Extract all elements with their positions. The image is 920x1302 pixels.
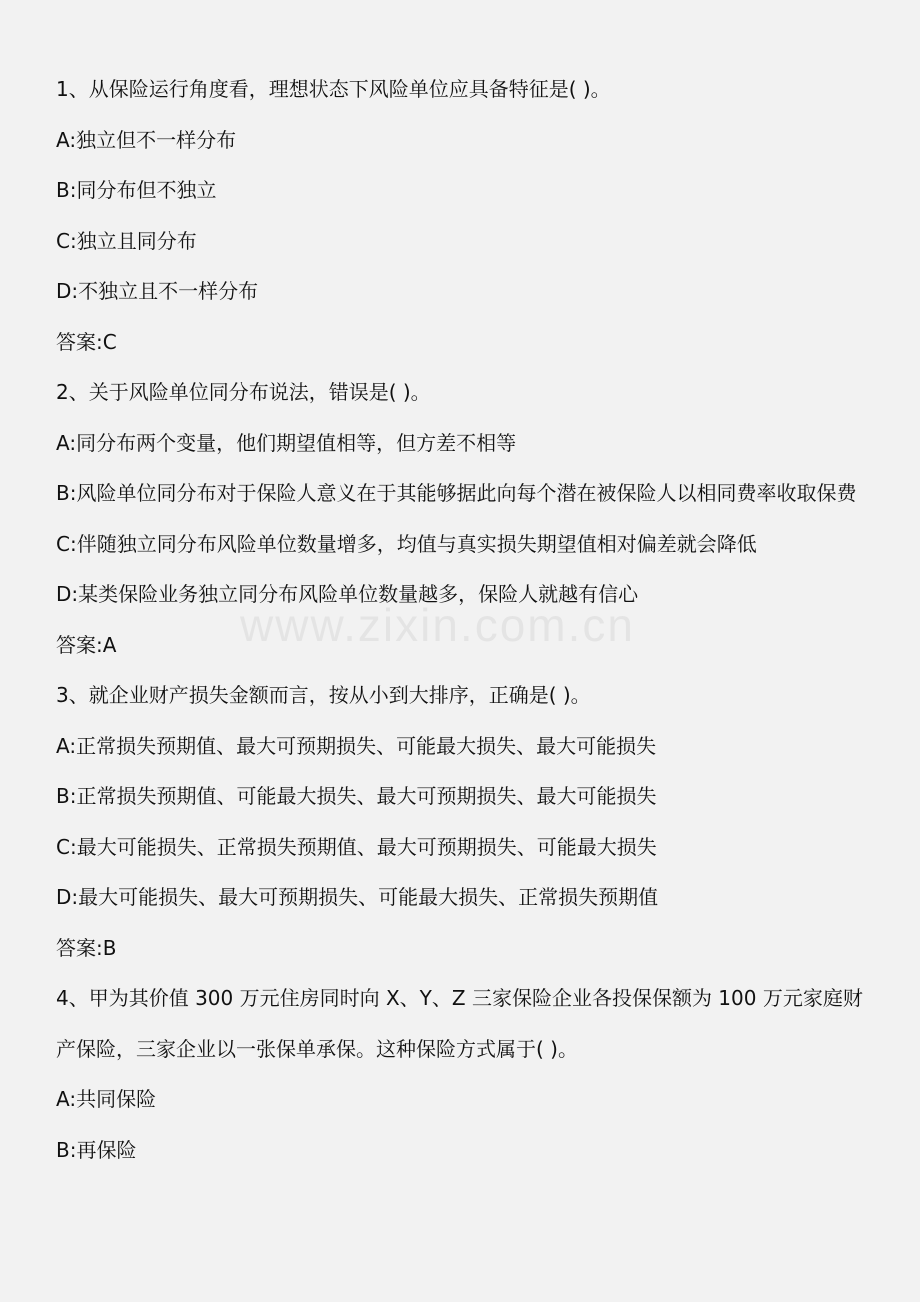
- option-d: D:某类保险业务独立同分布风险单位数量越多，保险人就越有信心: [56, 582, 639, 606]
- question-2: [56, 367, 868, 670]
- option-b: B:风险单位同分布对于保险人意义在于其能够据此向每个潜在被保险人以相同费率收取保费: [56, 481, 857, 505]
- answer: 答案:B: [56, 935, 117, 960]
- watermark: www.zixin.com.cn: [240, 599, 635, 651]
- option-d: D:最大可能损失、最大可预期损失、可能最大损失、正常损失预期值: [56, 885, 659, 909]
- option-a: A:同分布两个变量，他们期望值相等，但方差不相等: [56, 430, 517, 455]
- option-c: C:独立且同分布: [56, 228, 197, 253]
- option-b: B:同分布但不独立: [56, 178, 217, 202]
- answer: 答案:C: [56, 329, 117, 354]
- question-1: [56, 64, 868, 367]
- option-b: B:正常损失预期值、可能最大损失、最大可预期损失、最大可能损失: [56, 784, 657, 808]
- question-stem: 2、关于风险单位同分布说法，错误是( )。: [56, 380, 431, 404]
- option-a: A:共同保险: [56, 1087, 157, 1111]
- question-4: [56, 973, 868, 1175]
- option-b: B:再保险: [56, 1137, 137, 1162]
- question-stem: 3、就企业财产损失金额而言，按从小到大排序，正确是( )。: [56, 683, 591, 707]
- option-a: A:独立但不一样分布: [56, 127, 237, 152]
- answer: 答案:A: [56, 632, 117, 657]
- question-stem: 1、从保险运行角度看，理想状态下风险单位应具备特征是( )。: [56, 77, 611, 101]
- option-c: C:伴随独立同分布风险单位数量增多，均值与真实损失期望值相对偏差就会降低: [56, 531, 757, 556]
- question-stem: 4、甲为其价值 300 万元住房同时向 X、Y、Z 三家保险企业各投保保额为 100 万元家庭财产保险，三家企业以一张保单承保。这种保险方式属于( )。: [56, 986, 863, 1061]
- question-list: [56, 64, 868, 1175]
- option-d: D:不独立且不一样分布: [56, 279, 259, 303]
- question-3: [56, 670, 868, 973]
- option-c: C:最大可能损失、正常损失预期值、最大可预期损失、可能最大损失: [56, 834, 657, 859]
- option-a: A:正常损失预期值、最大可预期损失、可能最大损失、最大可能损失: [56, 733, 657, 758]
